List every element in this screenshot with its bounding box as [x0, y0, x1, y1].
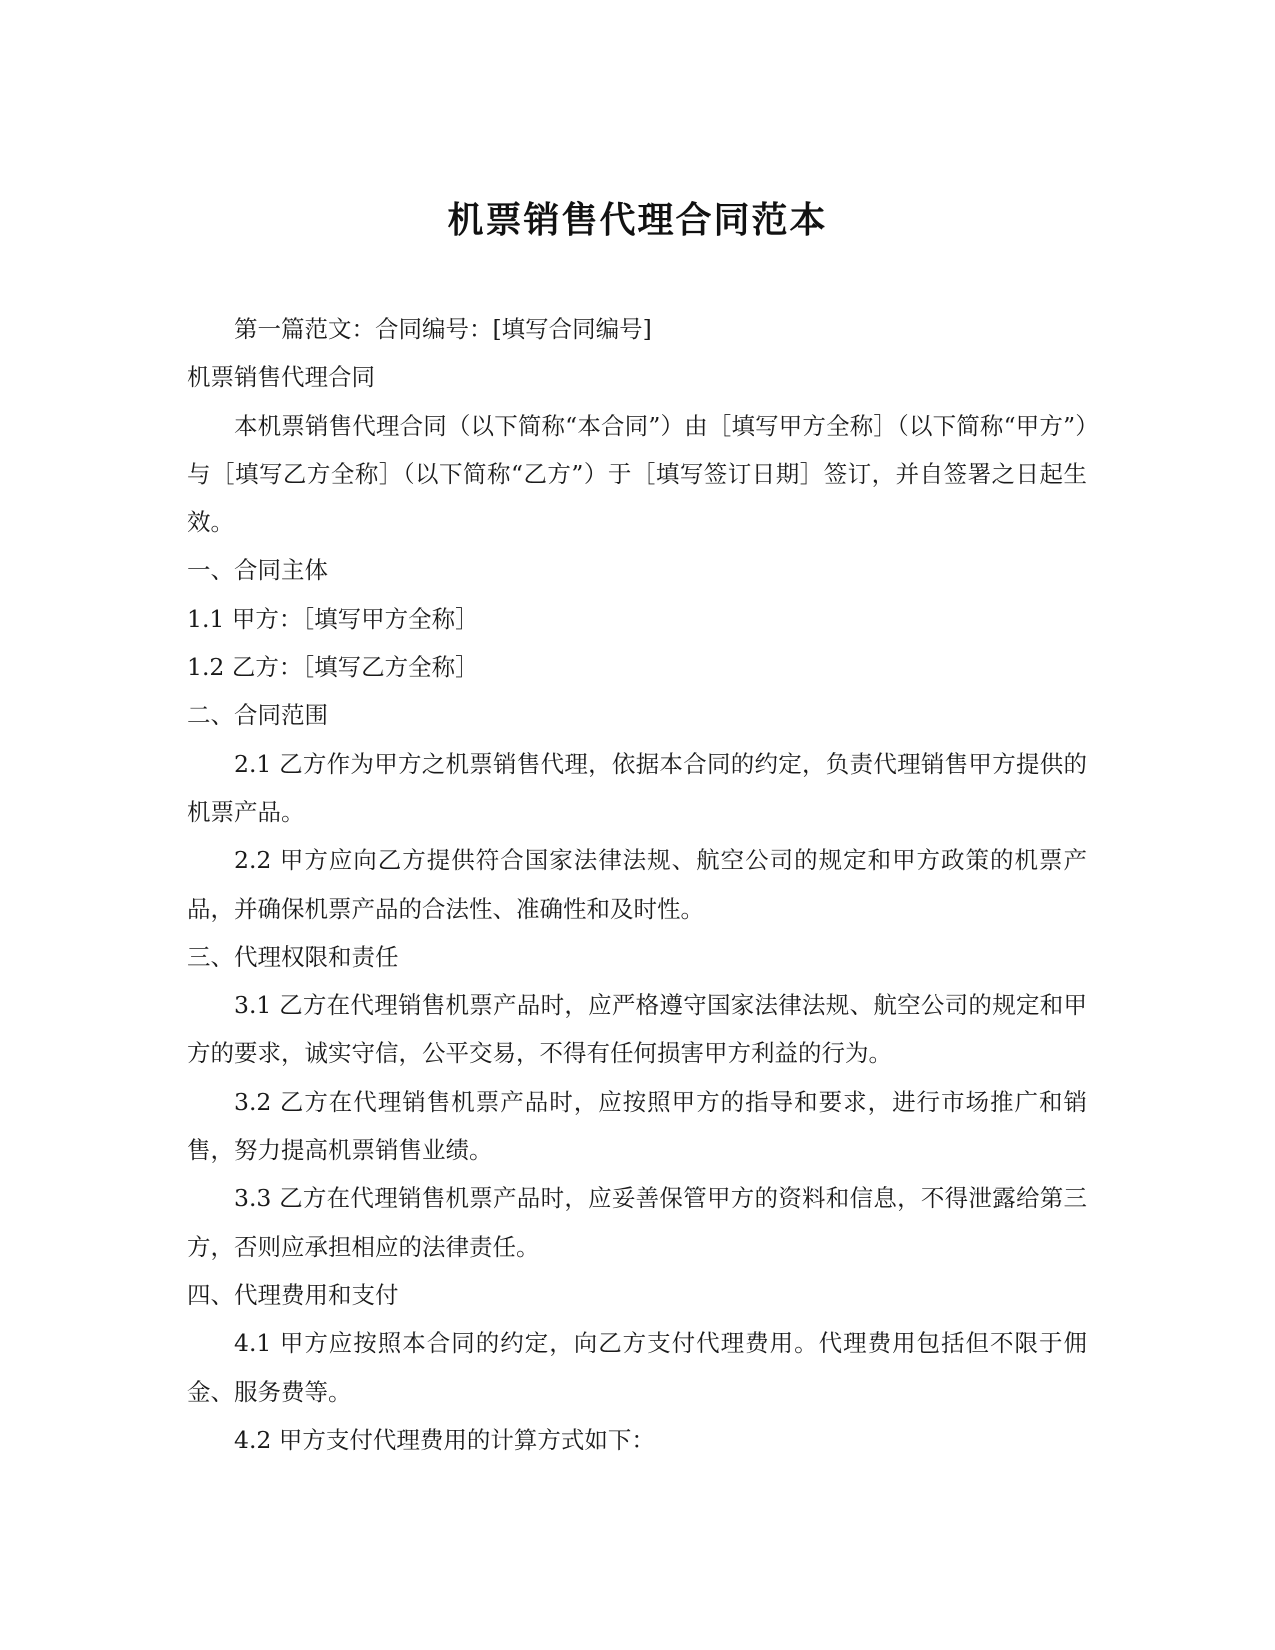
clause-3-3: 3.3 乙方在代理销售机票产品时，应妥善保管甲方的资料和信息，不得泄露给第三方，否则应承担相应的法律责任。	[187, 1184, 1087, 1261]
section-heading-4: 四、代理费用和支付	[187, 1280, 399, 1309]
document-title: 机票销售代理合同范本	[447, 199, 828, 241]
contract-name: 机票销售代理合同	[187, 363, 375, 392]
clause-1-2: 1.2 乙方：［填写乙方全称］	[187, 653, 479, 682]
contract-number-line: 第一篇范文：合同编号：[填写合同编号]	[234, 315, 652, 343]
clause-3-2: 3.2 乙方在代理销售机票产品时，应按照甲方的指导和要求，进行市场推广和销售，努力提高机票销售业绩。	[187, 1087, 1087, 1165]
section-heading-1: 一、合同主体	[187, 556, 328, 585]
clause-1-1: 1.1 甲方：［填写甲方全称］	[187, 604, 479, 633]
clause-2-1: 2.1 乙方作为甲方之机票销售代理，依据本合同的约定，负责代理销售甲方提供的机票产品。	[187, 749, 1087, 826]
clause-2-2: 2.2 甲方应向乙方提供符合国家法律法规、航空公司的规定和甲方政策的机票产品，并确保机票产品的合法性、准确性和及时性。	[187, 846, 1087, 923]
section-heading-3: 三、代理权限和责任	[187, 942, 399, 971]
clause-4-2: 4.2 甲方支付代理费用的计算方式如下：	[234, 1425, 655, 1454]
clause-3-1: 3.1 乙方在代理销售机票产品时，应严格遵守国家法律法规、航空公司的规定和甲方的要求，诚实守信，公平交易，不得有任何损害甲方利益的行为。	[187, 991, 1087, 1068]
preamble-paragraph: 本机票销售代理合同（以下简称“本合同”）由［填写甲方全称］（以下简称“甲方”）与［填写乙方全称］（以下简称“乙方”）于［填写签订日期］签订，并自签署之日起生效。	[187, 411, 1087, 537]
clause-4-1: 4.1 甲方应按照本合同的约定，向乙方支付代理费用。代理费用包括但不限于佣金、服务费等。	[187, 1329, 1087, 1406]
section-heading-2: 二、合同范围	[187, 701, 328, 730]
document-body	[187, 305, 1087, 1464]
